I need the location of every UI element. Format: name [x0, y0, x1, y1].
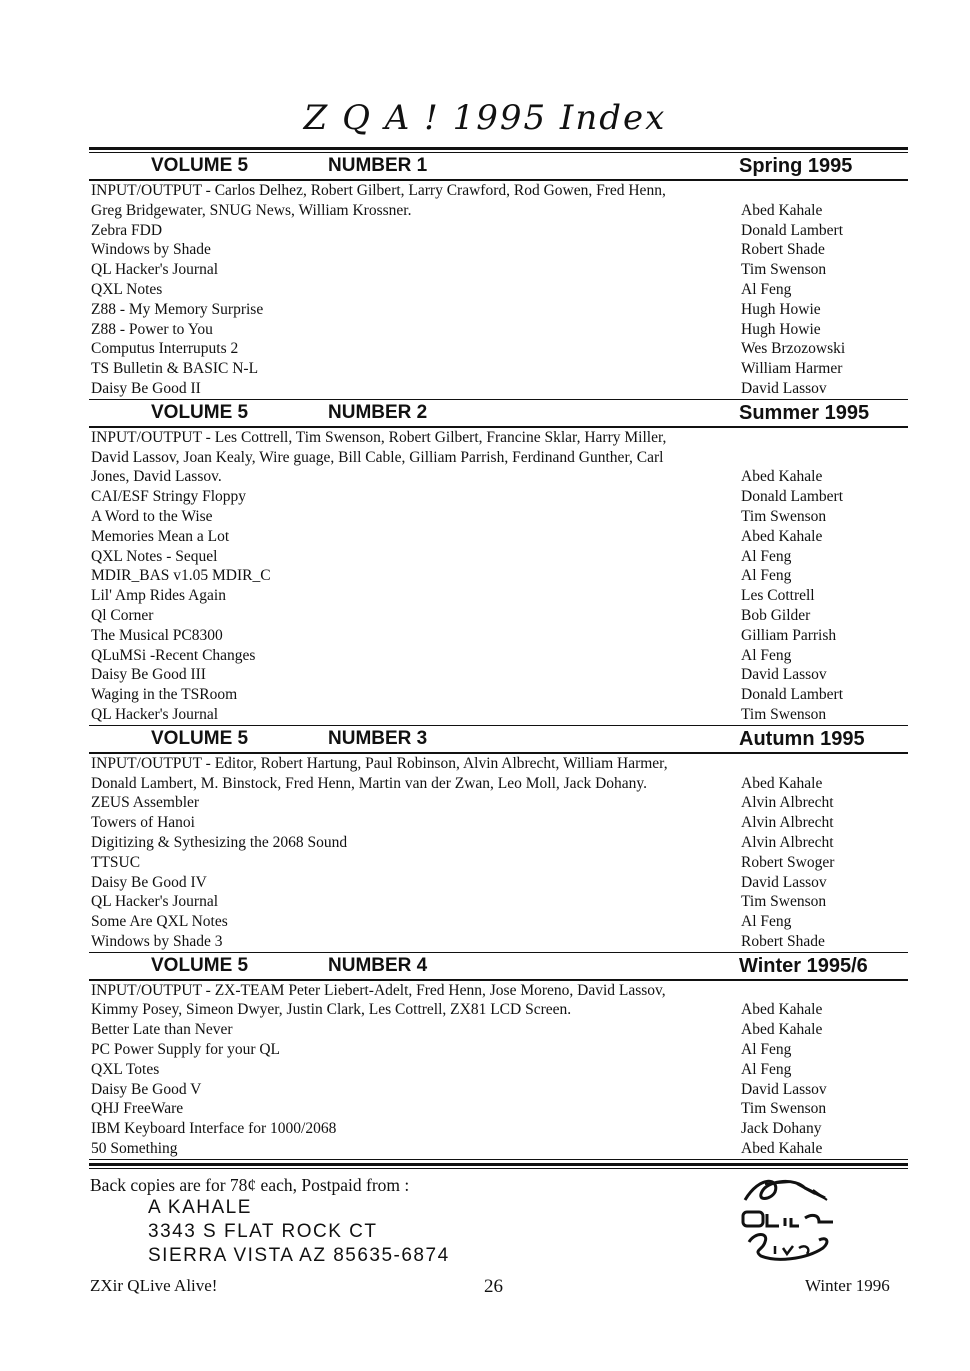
page-number: 26: [484, 1276, 503, 1297]
index-row: [89, 981, 908, 1001]
index-row: [89, 320, 908, 340]
index-row: [89, 487, 908, 507]
article-author: Al Feng: [741, 567, 792, 585]
article-title: INPUT/OUTPUT - Carlos Delhez, Robert Gilbert, Larry Crawford, Rod Gowen, Fred Henn,: [91, 182, 666, 199]
article-title: Lil' Amp Rides Again: [91, 587, 226, 605]
index-row: [89, 646, 908, 666]
footer-rule: [89, 1163, 908, 1169]
volume-header: [89, 153, 908, 179]
article-title: QL Hacker's Journal: [91, 893, 219, 911]
article-author: David Lassov: [741, 873, 827, 891]
article-title: Z88 - Power to You: [91, 320, 213, 338]
number-label: NUMBER 1: [328, 155, 428, 176]
article-author: Les Cottrell: [741, 587, 815, 605]
index-row: [89, 547, 908, 567]
article-title: David Lassov, Joan Kealy, Wire guage, Bill Cable, Gilliam Parrish, Ferdinand Gunther, Carl: [91, 448, 664, 466]
article-title: A Word to the Wise: [91, 507, 213, 525]
article-title: 50 Something: [91, 1140, 178, 1158]
volume-label: VOLUME 5: [151, 155, 249, 176]
index-row: [89, 1060, 908, 1080]
article-author: Abed Kahale: [741, 1140, 823, 1158]
article-author: Alvin Albrecht: [741, 814, 834, 832]
index-row: [89, 685, 908, 705]
article-author: Al Feng: [741, 646, 792, 664]
article-title: Memories Mean a Lot: [91, 527, 230, 545]
article-title: QL Hacker's Journal: [91, 705, 219, 723]
article-author: Hugh Howie: [741, 300, 821, 318]
article-author: Donald Lambert: [741, 221, 844, 239]
index-row: [89, 665, 908, 685]
index-row: [89, 606, 908, 626]
index-row: [89, 873, 908, 893]
index-row: [89, 280, 908, 300]
volume-header: [89, 400, 908, 426]
article-title: QLuMSi -Recent Changes: [91, 646, 256, 664]
section-rule: [89, 1159, 908, 1160]
index-row: [89, 1000, 908, 1020]
article-title: QL Hacker's Journal: [91, 261, 219, 279]
index-row: [89, 221, 908, 241]
article-author: Al Feng: [741, 1041, 792, 1059]
index-row: [89, 626, 908, 646]
article-author: William Harmer: [741, 360, 843, 378]
index-row: [89, 467, 908, 487]
article-title: Daisy Be Good II: [91, 379, 201, 397]
article-author: Alvin Albrecht: [741, 833, 834, 851]
index-row: [89, 774, 908, 794]
article-author: Robert Shade: [741, 932, 825, 950]
article-author: Al Feng: [741, 913, 792, 931]
index-row: [89, 181, 908, 201]
index-row: [89, 892, 908, 912]
number-label: NUMBER 2: [328, 401, 428, 423]
article-title: Daisy Be Good IV: [91, 873, 207, 891]
article-author: Al Feng: [741, 1060, 792, 1078]
volume-section: [89, 953, 908, 1160]
article-author: Abed Kahale: [741, 201, 823, 219]
index-row: [89, 1139, 908, 1159]
article-title: Daisy Be Good V: [91, 1080, 202, 1098]
index-row: [89, 379, 908, 399]
article-author: Jack Dohany: [741, 1120, 822, 1138]
index-row: [89, 754, 908, 774]
volume-label: VOLUME 5: [151, 727, 249, 749]
season-label: Summer 1995: [739, 401, 870, 424]
back-copies-text: Back copies are for 78¢ each, Postpaid from :: [90, 1175, 410, 1195]
index-row: [89, 240, 908, 260]
article-title: PC Power Supply for your QL: [91, 1041, 281, 1059]
number-label: NUMBER 3: [328, 727, 428, 749]
index-row: [89, 339, 908, 359]
article-title: Some Are QXL Notes: [91, 913, 228, 931]
address-line-3: SIERRA VISTA AZ 85635-6874: [148, 1245, 450, 1266]
article-title: INPUT/OUTPUT - Les Cottrell, Tim Swenson, Robert Gilbert, Francine Sklar, Harry Miller,: [91, 428, 667, 446]
index-row: [89, 300, 908, 320]
article-author: Abed Kahale: [741, 1001, 823, 1019]
article-title: Zebra FDD: [91, 221, 163, 239]
article-title: QHJ FreeWare: [91, 1100, 184, 1118]
footer-right: Winter 1996: [805, 1276, 890, 1295]
index-row: [89, 586, 908, 606]
article-author: Tim Swenson: [741, 1100, 827, 1118]
article-author: Hugh Howie: [741, 320, 821, 338]
article-title: INPUT/OUTPUT - ZX-TEAM Peter Liebert-Adelt, Fred Henn, Jose Moreno, David Lassov,: [91, 981, 666, 999]
article-title: Ql Corner: [91, 606, 154, 624]
index-row: [89, 448, 908, 468]
volume-label: VOLUME 5: [151, 954, 249, 976]
article-title: Computus Interruputs 2: [91, 340, 239, 358]
number-label: NUMBER 4: [328, 954, 428, 976]
article-title: QXL Totes: [91, 1060, 160, 1078]
article-author: Abed Kahale: [741, 527, 823, 545]
article-author: Al Feng: [741, 547, 792, 565]
article-author: Abed Kahale: [741, 468, 823, 486]
article-title: Waging in the TSRoom: [91, 686, 238, 704]
article-title: Better Late than Never: [91, 1021, 233, 1039]
season-label: Spring 1995: [739, 155, 853, 177]
page-title: Z Q A ! 1995 Index: [303, 98, 667, 138]
index-row: [89, 705, 908, 725]
article-author: Wes Brzozowski: [741, 340, 846, 358]
article-title: The Musical PC8300: [91, 626, 223, 644]
article-title: Windows by Shade 3: [91, 932, 223, 950]
index-row: [89, 566, 908, 586]
index-row: [89, 527, 908, 547]
article-author: Abed Kahale: [741, 1021, 823, 1039]
article-author: David Lassov: [741, 1080, 827, 1098]
index-row: [89, 428, 908, 448]
volume-header: [89, 726, 908, 752]
article-title: Windows by Shade: [91, 241, 211, 259]
article-author: David Lassov: [741, 666, 827, 684]
index-row: [89, 1020, 908, 1040]
article-author: Robert Swoger: [741, 853, 835, 871]
index-row: [89, 833, 908, 853]
article-author: Al Feng: [741, 280, 792, 298]
volume-header: [89, 953, 908, 979]
article-title: TS Bulletin & BASIC N-L: [91, 360, 259, 378]
article-title: TTSUC: [91, 853, 141, 871]
article-title: Donald Lambert, M. Binstock, Fred Henn, Martin van der Zwan, Leo Moll, Jack Dohany.: [91, 774, 648, 792]
volume-section: [89, 147, 908, 400]
index-row: [89, 853, 908, 873]
article-author: Tim Swenson: [741, 893, 827, 911]
article-author: Donald Lambert: [741, 686, 844, 704]
index-row: [89, 932, 908, 952]
article-title: QXL Notes: [91, 280, 163, 298]
index-row: [89, 793, 908, 813]
article-title: Jones, David Lassov.: [91, 468, 222, 486]
article-title: Towers of Hanoi: [91, 814, 195, 832]
article-author: Tim Swenson: [741, 705, 827, 723]
index-table: [89, 147, 908, 1160]
index-row: [89, 359, 908, 379]
article-title: Kimmy Posey, Simeon Dwyer, Justin Clark, Les Cottrell, ZX81 LCD Screen.: [91, 1001, 572, 1019]
article-title: INPUT/OUTPUT - Editor, Robert Hartung, Paul Robinson, Alvin Albrecht, William Harmer,: [91, 754, 668, 772]
article-title: MDIR_BAS v1.05 MDIR_C: [91, 567, 271, 585]
index-row: [89, 813, 908, 833]
article-title: IBM Keyboard Interface for 1000/2068: [91, 1120, 337, 1138]
index-row: [89, 1119, 908, 1139]
article-author: Donald Lambert: [741, 488, 844, 506]
article-title: Daisy Be Good III: [91, 666, 206, 684]
article-author: David Lassov: [741, 379, 827, 397]
index-row: [89, 1040, 908, 1060]
article-title: ZEUS Assembler: [91, 794, 200, 812]
article-author: Bob Gilder: [741, 606, 811, 624]
address-line-2: 3343 S FLAT ROCK CT: [148, 1221, 378, 1242]
article-title: QXL Notes - Sequel: [91, 547, 218, 565]
article-title: Z88 - My Memory Surprise: [91, 300, 264, 318]
index-row: [89, 912, 908, 932]
article-author: Abed Kahale: [741, 774, 823, 792]
season-label: Winter 1995/6: [739, 954, 868, 977]
season-label: Autumn 1995: [739, 727, 865, 750]
footer-left: ZXir QLive Alive!: [90, 1276, 218, 1295]
article-author: Tim Swenson: [741, 261, 827, 279]
article-author: Robert Shade: [741, 241, 825, 259]
article-author: Tim Swenson: [741, 507, 827, 525]
volume-section: [89, 400, 908, 726]
index-row: [89, 1099, 908, 1119]
index-row: [89, 201, 908, 221]
address-line-1: A KAHALE: [148, 1197, 252, 1218]
article-author: Gilliam Parrish: [741, 626, 837, 644]
index-row: [89, 260, 908, 280]
volume-label: VOLUME 5: [151, 401, 249, 423]
article-title: CAI/ESF Stringy Floppy: [91, 488, 247, 506]
article-title: Greg Bridgewater, SNUG News, William Krossner.: [91, 201, 412, 219]
article-author: Alvin Albrecht: [741, 794, 834, 812]
article-title: Digitizing & Sythesizing the 2068 Sound: [91, 833, 348, 851]
zqa-logo: [735, 1170, 845, 1270]
index-row: [89, 507, 908, 527]
volume-section: [89, 726, 908, 953]
index-row: [89, 1080, 908, 1100]
